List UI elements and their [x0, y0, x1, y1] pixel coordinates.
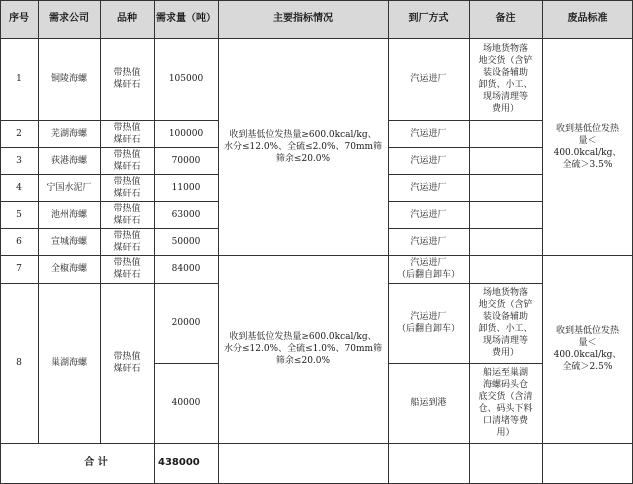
grid-line: [388, 120, 542, 121]
row-5-demand: 63000: [171, 209, 201, 220]
grid-line: [388, 147, 542, 148]
remark-row-8b: 船运至巢湖 海螺码头仓 底交货（含清 仓、码头下料 口清堵等费 用）: [478, 368, 533, 438]
row-8-variety: 带热值 煤矸石: [113, 352, 141, 374]
row-6-demand: 50000: [171, 236, 201, 247]
row-1-delivery: 汽运进厂: [410, 74, 447, 84]
row-1-seq: 1: [16, 74, 22, 84]
remark-row-8a: 场地货物落 地交货（含铲 装设备辅助 卸货、小工、 现场清理等 费用）: [478, 288, 533, 358]
row-3-variety: 带热值 煤矸石: [113, 149, 141, 172]
row-6-variety: 带热值 煤矸石: [113, 230, 141, 253]
row-2-variety: 带热值 煤矸石: [113, 122, 141, 145]
row-5-company: 池州海螺: [50, 209, 87, 220]
row-7-demand: 84000: [171, 264, 201, 274]
grid-line: [388, 201, 542, 202]
row-5-seq: 5: [16, 209, 22, 220]
grid-line: [0, 0, 633, 1]
row-8-delivery-a: 汽运进厂 （后翻自卸车）: [396, 312, 460, 334]
row-5-delivery: 汽运进厂: [410, 209, 447, 220]
row-8-seq: 8: [16, 358, 22, 368]
header-demand: 需求量（吨）: [156, 13, 216, 24]
row-2-demand: 100000: [168, 128, 204, 139]
row-7-variety: 带热值 煤矸石: [113, 258, 141, 280]
row-2-delivery: 汽运进厂: [410, 128, 447, 139]
row-7-company: 全椒海螺: [50, 264, 87, 274]
row-2-company: 芜湖海螺: [50, 128, 87, 139]
remark-group-1: 场地货物落 地交货（含铲 装设备辅助 卸货、小工、 现场清理等 费用）: [478, 44, 533, 114]
header-seq: 序号: [9, 13, 29, 24]
grid-line: [0, 443, 633, 444]
waste-standard-group-1: 收到基低位发热 量＜ 400.0kcal/kg、 全硫＞3.5%: [553, 123, 622, 170]
grid-line: [218, 0, 219, 484]
spec-group-1: 收到基低位发热量≥600.0kcal/kg、 水分≤12.0%、全硫≤2.0%、70mm筛 筛余≤20.0%: [223, 129, 383, 164]
grid-line: [154, 363, 218, 364]
row-3-seq: 3: [16, 155, 22, 166]
grid-line: [0, 174, 218, 175]
header-spec: 主要指标情况: [273, 13, 333, 24]
row-6-seq: 6: [16, 236, 22, 247]
header-waste-standard: 废品标准: [567, 13, 608, 24]
grid-line: [388, 174, 542, 175]
row-4-variety: 带热值 煤矸石: [113, 176, 141, 199]
grid-line: [0, 283, 218, 284]
header-remark: 备注: [495, 13, 516, 24]
row-7-seq: 7: [16, 264, 22, 274]
row-4-delivery: 汽运进厂: [410, 182, 447, 193]
row-2-seq: 2: [16, 128, 22, 139]
row-8-demand-a: 20000: [171, 318, 201, 328]
grid-line: [100, 0, 101, 443]
grid-line: [0, 147, 218, 148]
row-3-demand: 70000: [171, 155, 201, 166]
grid-line: [0, 0, 1, 484]
header-delivery: 到厂方式: [408, 13, 449, 24]
row-8-delivery-b: 船运到港: [410, 398, 447, 408]
row-1-demand: 105000: [168, 74, 204, 84]
row-1-company: 铜陵海螺: [50, 74, 87, 84]
row-6-company: 宣城海螺: [50, 236, 87, 247]
grid-line: [388, 363, 542, 364]
row-8-company: 巢湖海螺: [50, 358, 87, 368]
grid-line: [0, 255, 633, 256]
grid-line: [388, 228, 542, 229]
row-5-variety: 带热值 煤矸石: [113, 203, 141, 226]
grid-line: [388, 0, 389, 484]
total-value: 438000: [158, 457, 200, 468]
row-4-demand: 11000: [171, 182, 201, 193]
row-4-seq: 4: [16, 182, 22, 193]
grid-line: [542, 0, 543, 484]
row-6-delivery: 汽运进厂: [410, 236, 447, 247]
grid-line: [388, 283, 542, 284]
row-3-company: 荻港海螺: [50, 155, 87, 166]
row-4-company: 宁国水泥厂: [46, 182, 92, 193]
grid-line: [154, 0, 155, 484]
grid-line: [0, 201, 218, 202]
total-label: 合 计: [84, 457, 108, 468]
row-3-delivery: 汽运进厂: [410, 155, 447, 166]
grid-line: [38, 0, 39, 443]
header-variety: 品种: [117, 13, 137, 24]
row-1-variety: 带热值 煤矸石: [113, 68, 141, 90]
header-company: 需求公司: [49, 13, 89, 24]
waste-standard-group-2: 收到基低位发热 量＜ 400.0kcal/kg、 全硫＞2.5%: [553, 326, 622, 372]
spec-group-2: 收到基低位发热量≥600.0kcal/kg、 水分≤12.0%、全硫≤1.0%、70mm筛 筛余≤20.0%: [223, 332, 383, 366]
row-8-demand-b: 40000: [171, 398, 201, 408]
grid-line: [469, 0, 470, 484]
row-7-delivery: 汽运进厂 （后翻自卸车）: [396, 258, 460, 280]
grid-line: [0, 38, 633, 39]
grid-line: [0, 120, 218, 121]
grid-line: [0, 228, 218, 229]
